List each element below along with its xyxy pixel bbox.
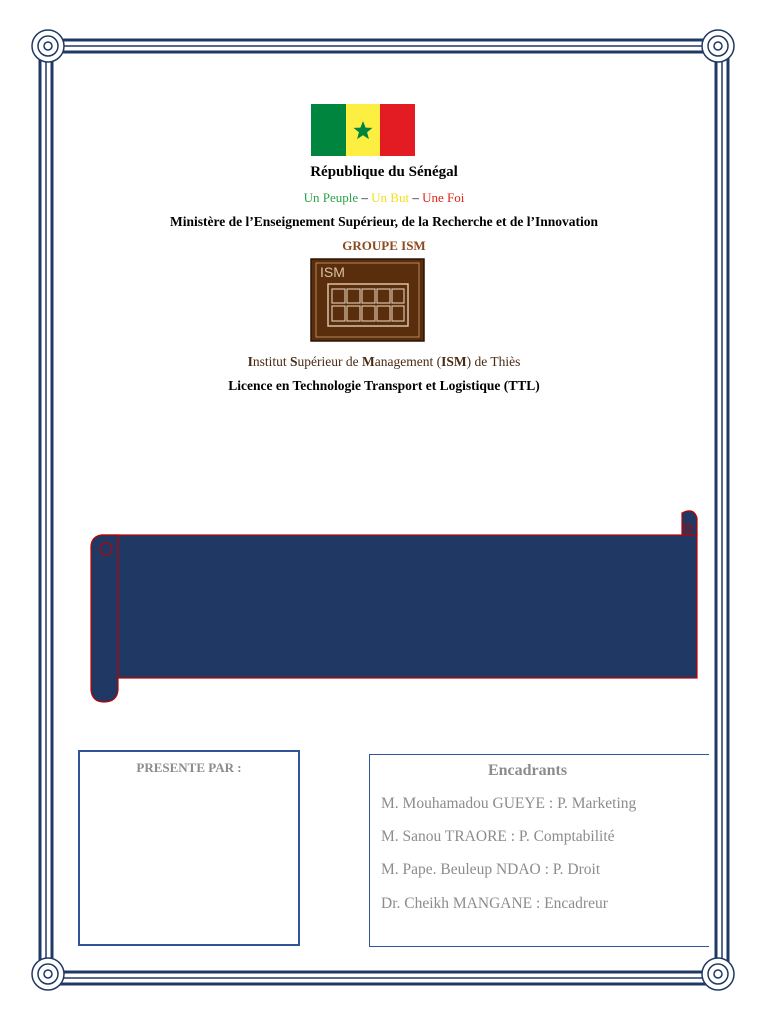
institut-acronym: ISM	[441, 354, 467, 369]
supervisor-item: M. Sanou TRAORE : P. Comptabilité	[381, 828, 615, 845]
groupe-title: GROUPE ISM	[342, 238, 426, 253]
presented-by-label: PRESENTE PAR :	[136, 760, 242, 775]
ism-logo	[311, 259, 424, 341]
institut-initial-s: S	[290, 354, 298, 369]
supervisor-item: M. Pape. Beuleup NDAO : P. Droit	[381, 861, 601, 878]
supervisors-heading: Encadrants	[487, 762, 568, 779]
licence-title: Licence en Technologie Transport et Logistique (TTL)	[228, 378, 540, 393]
institut-text-2: upérieur de	[297, 354, 363, 369]
institut-initial-i: I	[247, 354, 253, 369]
institut-text-4: ) de Thiès	[466, 354, 521, 369]
corner-ornament-bottom-right	[702, 958, 734, 990]
supervisor-item: Dr. Cheikh MANGANE : Encadreur	[381, 895, 608, 912]
institut-initial-m: M	[362, 354, 375, 369]
national-motto	[0, 190, 768, 206]
motto-separator-2: –	[409, 190, 423, 205]
title-scroll-banner	[91, 511, 697, 702]
logo-text: ISM	[320, 264, 345, 280]
institut-text-1: nstitut	[252, 354, 291, 369]
corner-ornament-bottom-left	[32, 958, 64, 990]
republic-title: République du Sénégal	[310, 164, 458, 180]
corner-ornament-top-right	[702, 30, 734, 62]
presented-by-box	[78, 750, 300, 946]
motto-separator-1: –	[358, 190, 372, 205]
institut-text-3: anagement (	[374, 354, 442, 369]
motto-part-3: Une Foi	[422, 190, 465, 205]
motto-part-2: Un But	[371, 190, 410, 205]
supervisors-box	[369, 754, 709, 947]
corner-ornament-top-left	[32, 30, 64, 62]
senegal-flag-icon	[311, 104, 415, 156]
institute-name	[0, 354, 768, 370]
ministry-title: Ministère de l’Enseignement Supérieur, de la Recherche et de l’Innovation	[170, 214, 598, 229]
motto-part-1: Un Peuple	[303, 190, 359, 205]
supervisor-item: M. Mouhamadou GUEYE : P. Marketing	[381, 795, 637, 812]
